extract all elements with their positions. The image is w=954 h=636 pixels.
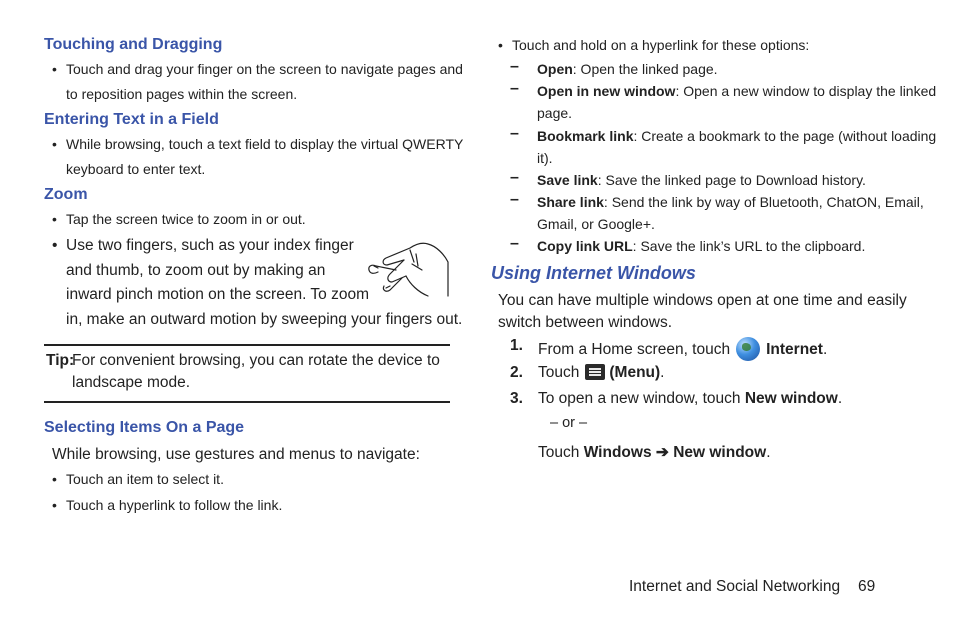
- option-name: Save link: [537, 172, 598, 188]
- step-text: From a Home screen, touch: [538, 341, 731, 358]
- heading-entering-text: Entering Text in a Field: [44, 111, 219, 128]
- tip-text-line2: landscape mode.: [72, 374, 191, 391]
- step-3: [510, 390, 910, 416]
- selecting-intro: While browsing, use gestures and menus to navigate:: [52, 446, 420, 463]
- step-1: [510, 337, 910, 367]
- step-number: 3.: [510, 390, 523, 407]
- alt-step: [538, 443, 771, 462]
- option-desc-cont: it).: [537, 150, 553, 166]
- heading-selecting-items: Selecting Items On a Page: [44, 419, 245, 436]
- alt-text: Touch: [538, 444, 580, 461]
- bullet-text-cont: keyboard to enter text.: [66, 161, 206, 177]
- bullet-dot: •: [52, 497, 57, 513]
- option-name: Share link: [537, 194, 604, 210]
- step-text: Touch: [538, 364, 580, 381]
- heading-touching-dragging: Touching and Dragging: [44, 36, 223, 53]
- option-desc: : Save the link’s URL to the clipboard.: [632, 238, 866, 254]
- step-end: .: [822, 341, 828, 358]
- bullet-text: Tap the screen twice to zoom in or out.: [66, 211, 306, 227]
- bullet-dot: •: [498, 37, 503, 53]
- bullet-text: Touch and hold on a hyperlink for these options:: [512, 37, 810, 53]
- windows-intro-line1: You can have multiple windows open at one time and easily: [498, 292, 907, 309]
- pinch-gesture-icon: [366, 240, 450, 298]
- option-desc-cont: Gmail, or Google+.: [537, 216, 655, 232]
- bullet-dot: •: [52, 237, 58, 254]
- option-name: Open in new window: [537, 83, 676, 99]
- alt-end: .: [766, 444, 771, 461]
- option-desc-cont: page.: [537, 105, 573, 121]
- tip-label: Tip:: [46, 352, 75, 369]
- step-bold: (Menu): [609, 364, 661, 381]
- bullet-text: Touch and drag your finger on the screen to navigate pages and: [66, 61, 463, 77]
- heading-using-internet-windows: Using Internet Windows: [491, 263, 696, 283]
- heading-zoom: Zoom: [44, 186, 88, 203]
- option-name: Bookmark link: [537, 128, 634, 144]
- internet-globe-icon: [736, 337, 760, 361]
- step-bold: Internet: [766, 341, 823, 358]
- step-number: 2.: [510, 364, 523, 381]
- tip-bottom-rule: [44, 401, 450, 403]
- dash: –: [510, 235, 519, 252]
- step-number: 1.: [510, 337, 523, 354]
- alt-bold-windows: Windows: [583, 444, 652, 461]
- alt-bold-new-window: New window: [673, 444, 767, 461]
- option-desc: : Send the link by way of Bluetooth, ChatON, Email,: [603, 194, 924, 210]
- option-desc: : Open a new window to display the linked: [675, 83, 937, 99]
- footer-page-number: 69: [858, 578, 876, 595]
- step-bold: New window: [744, 390, 838, 407]
- dash: –: [510, 125, 519, 142]
- step-text: To open a new window, touch: [538, 390, 741, 407]
- menu-key-icon: [585, 364, 605, 380]
- bullet-dot: •: [52, 136, 57, 152]
- or-separator: – or –: [550, 415, 588, 431]
- bullet-text: While browsing, touch a text field to display the virtual QWERTY: [66, 136, 464, 152]
- bullet-text: Touch a hyperlink to follow the link.: [66, 497, 283, 513]
- arrow-icon: ➔: [655, 444, 669, 461]
- step-end: .: [837, 390, 843, 407]
- option-desc: : Save the linked page to Download history.: [597, 172, 866, 188]
- bullet-dot: •: [52, 61, 57, 77]
- footer-section-title: Internet and Social Networking: [629, 578, 841, 595]
- bullet-text-line1: Use two fingers, such as your index finger: [66, 237, 354, 254]
- bullet-dot: •: [52, 471, 57, 487]
- bullet-text-cont: to reposition pages within the screen.: [66, 86, 298, 102]
- tip-text-line1: For convenient browsing, you can rotate the device to: [72, 352, 440, 369]
- hyperlink-options-list: [510, 58, 937, 258]
- bullet-text: Touch an item to select it.: [66, 471, 224, 487]
- dash: –: [510, 58, 519, 75]
- option-desc: : Open the linked page.: [572, 61, 718, 77]
- step-2: [510, 364, 910, 390]
- dash: –: [510, 80, 519, 97]
- option-name: Open: [537, 61, 573, 77]
- bullet-text-line3: inward pinch motion on the screen. To zoom: [66, 286, 369, 303]
- option-desc: : Create a bookmark to the page (without loading: [633, 128, 937, 144]
- windows-intro-line2: switch between windows.: [498, 314, 673, 331]
- dash: –: [510, 191, 519, 208]
- bullet-text-line2: and thumb, to zoom out by making an: [66, 261, 326, 279]
- option-name: Copy link URL: [537, 238, 633, 254]
- dash: –: [510, 169, 519, 186]
- step-end: .: [660, 364, 665, 381]
- tip-top-rule: [44, 344, 450, 346]
- bullet-text-line4: in, make an outward motion by sweeping your fingers out.: [66, 310, 463, 328]
- bullet-dot: •: [52, 211, 57, 227]
